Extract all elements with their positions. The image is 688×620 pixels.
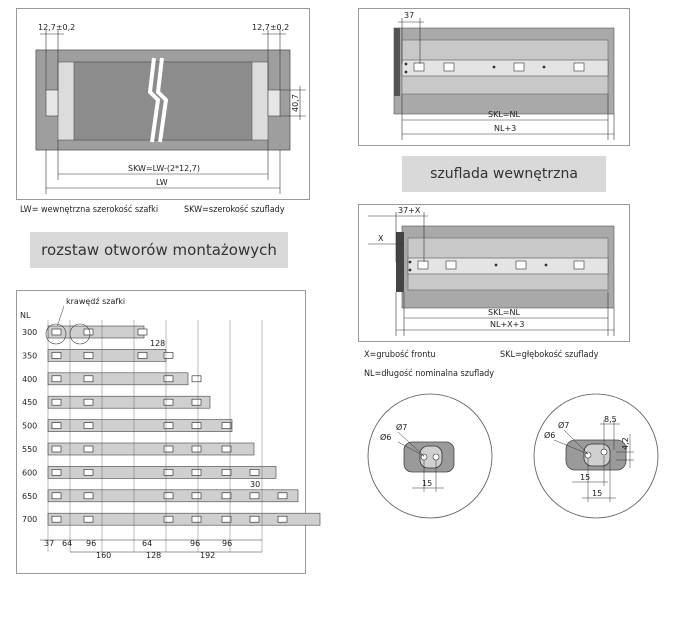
inner-drawer-diagram — [358, 8, 630, 146]
dim-128-top: 128 — [150, 339, 166, 348]
dim-skl-inner: SKL=NL — [488, 110, 520, 119]
row-label-650: 650 — [22, 491, 38, 501]
mount-hole — [52, 423, 61, 429]
mount-hole — [164, 446, 173, 452]
dim-right-label: 12,7±0,2 — [252, 23, 290, 32]
dim-x: X — [378, 234, 384, 243]
row-label-550: 550 — [22, 445, 38, 454]
mount-hole — [250, 516, 259, 522]
bottom-dim: 96 — [222, 539, 233, 548]
hole-table-diagram — [16, 290, 306, 574]
bottom-dim: 96 — [86, 539, 97, 548]
mount-hole — [84, 516, 93, 522]
bottom-dim: 128 — [146, 551, 162, 560]
dim-37x: 37+X — [398, 206, 421, 215]
mount-hole — [84, 399, 93, 405]
hole-rows — [22, 320, 320, 552]
dim-skl-outer: SKL=NL — [488, 308, 520, 317]
banner-holes: rozstaw otworów montażowych — [30, 232, 288, 268]
row-label-300: 300 — [22, 328, 38, 337]
detail-right-15b: 15 — [592, 489, 603, 498]
row-label-500: 500 — [22, 421, 38, 431]
mount-hole — [164, 352, 173, 358]
detail-left-d6: Ø6 — [380, 433, 392, 442]
dim-height-label: 40,7 — [291, 94, 300, 112]
nl-header: NL — [20, 311, 31, 320]
mount-hole — [84, 329, 93, 335]
mount-hole — [164, 376, 173, 382]
legend-lw: LW= wewnętrzna szerokość szafki — [20, 205, 159, 215]
detail-right-15a: 15 — [580, 473, 591, 482]
mount-hole — [250, 469, 259, 475]
dim-37: 37 — [404, 11, 415, 20]
mount-hole — [222, 446, 231, 452]
runner-350 — [48, 349, 166, 361]
dim-skw-label: SKW=LW-(2*12,7) — [128, 164, 200, 173]
edge-label: krawędź szafki — [66, 297, 126, 306]
mount-hole — [84, 493, 93, 499]
mount-hole — [52, 352, 61, 358]
mount-hole — [52, 329, 61, 335]
mount-hole — [192, 446, 201, 452]
dim-nlx3: NL+X+3 — [490, 320, 525, 329]
bottom-dim: 96 — [190, 539, 201, 548]
runner-300 — [48, 326, 144, 338]
mount-hole — [164, 469, 173, 475]
bottom-dim: 192 — [200, 551, 216, 560]
dim-30: 30 — [250, 480, 261, 489]
detail-left-diagram — [364, 390, 496, 522]
legend-skl: SKL=głębokość szuflady — [500, 350, 599, 360]
mount-hole — [52, 516, 61, 522]
mount-hole — [84, 469, 93, 475]
mount-hole — [52, 469, 61, 475]
mount-hole — [192, 399, 201, 405]
runner-600 — [48, 466, 276, 478]
detail-right-85: 8,5 — [604, 415, 617, 424]
mount-hole — [222, 423, 231, 429]
bottom-dim: 160 — [96, 551, 112, 560]
mount-hole — [250, 493, 259, 499]
outer-drawer-diagram — [358, 204, 630, 342]
legend-nl: NL=długość nominalna szuflady — [364, 369, 495, 379]
bottom-dim: 64 — [62, 539, 73, 548]
bottom-dim: 64 — [142, 539, 153, 548]
detail-right-42: 4,2 — [621, 437, 630, 450]
detail-right-diagram — [530, 390, 662, 522]
detail-right-d6: Ø6 — [544, 431, 556, 440]
mount-hole — [138, 329, 147, 335]
row-label-600: 600 — [22, 468, 38, 478]
mount-hole — [192, 516, 201, 522]
mount-hole — [52, 446, 61, 452]
bottom-dim: 37 — [44, 539, 55, 548]
bottom-dims — [40, 539, 262, 560]
mount-hole — [278, 493, 287, 499]
legend-x: X=grubość frontu — [364, 350, 436, 360]
mount-hole — [84, 376, 93, 382]
mount-hole — [192, 493, 201, 499]
runner-450 — [48, 396, 210, 408]
row-label-400: 400 — [22, 374, 38, 384]
mount-hole — [52, 376, 61, 382]
mount-hole — [164, 516, 173, 522]
mount-hole — [164, 399, 173, 405]
mount-hole — [222, 493, 231, 499]
mount-hole — [164, 423, 173, 429]
mount-hole — [192, 423, 201, 429]
mount-hole — [192, 469, 201, 475]
mount-hole — [192, 376, 201, 382]
mount-hole — [138, 352, 147, 358]
row-label-450: 450 — [22, 398, 38, 408]
mount-hole — [84, 446, 93, 452]
row-label-700: 700 — [22, 515, 38, 525]
detail-right-d7: Ø7 — [558, 421, 570, 430]
mount-hole — [222, 469, 231, 475]
mount-hole — [84, 352, 93, 358]
row-label-350: 350 — [22, 351, 38, 361]
legend-skw: SKW=szerokość szuflady — [184, 205, 285, 215]
mount-hole — [278, 516, 287, 522]
dim-left-label: 12,7±0,2 — [38, 23, 76, 32]
mount-hole — [52, 493, 61, 499]
mount-hole — [52, 399, 61, 405]
mount-hole — [222, 516, 231, 522]
detail-left-d7: Ø7 — [396, 423, 408, 432]
detail-left-15: 15 — [422, 479, 433, 488]
mount-hole — [164, 493, 173, 499]
mount-hole — [84, 423, 93, 429]
banner-inner-drawer: szuflada wewnętrzna — [402, 156, 606, 192]
runner-500 — [48, 420, 232, 432]
dim-lw-label: LW — [156, 178, 168, 187]
front-view-diagram — [16, 8, 310, 200]
dim-nl3: NL+3 — [494, 124, 517, 133]
